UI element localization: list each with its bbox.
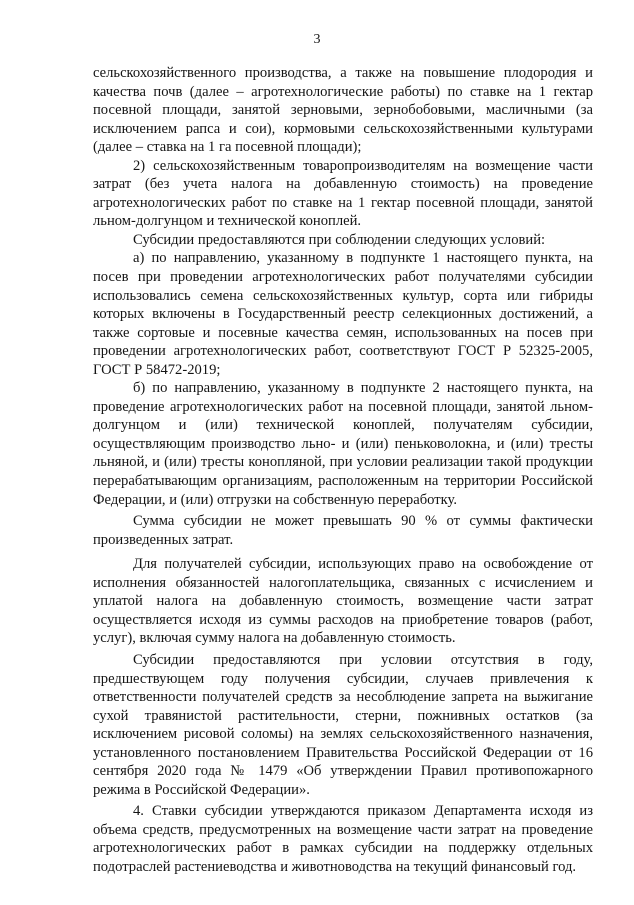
paragraph-fire-condition: Субсидии предоставляются при условии отсутствия в году, предшествующем году получения субсидии, случаев привлечения к ответственности получателей средств за несоблюдение запрета на выжигание сухой травянистой растительности, стерни, пожнивных остатков (за исключением рисовой соломы) на землях сельскохозяйственного назначения, установленного постановлением Правительства Российской Федерации от 16 сентября 2020 года № 1479 «Об утверждении Правил противопожарного режима в Российской Федерации». bbox=[93, 651, 593, 798]
paragraph-subitem-2: 2) сельскохозяйственным товаропроизводителям на возмещение части затрат (без учета налога на добавленную стоимость) на проведение агротехнологических работ по ставке на 1 гектар посевной площади, занятой льном-долгунцом и технической коноплей. bbox=[93, 157, 593, 230]
page-number: 3 bbox=[313, 32, 321, 47]
paragraph-conditions-intro: Субсидии предоставляются при соблюдении следующих условий: bbox=[133, 231, 546, 248]
document-body bbox=[93, 64, 593, 877]
paragraph-item-4: 4. Ставки субсидии утверждаются приказом Департамента исходя из объема средств, предусмотренных на возмещение части затрат на проведение агротехнологических работ в рамках субсидии на поддержку отдельных подотраслей растениеводства и животноводства на текущий финансовый год. bbox=[93, 803, 593, 875]
paragraph-condition-a: а) по направлению, указанному в подпункте 1 настоящего пункта, на посев при проведении агротехнологических работ получателями субсидии использовались семена сельскохозяйственных культур, сорта или гибриды которых включены в Государственный реестр селекционных достижений, а также сортовые и посевные качества семян, использованных на посев при проведении агротехнологических работ, соответствуют ГОСТ Р 52325-2005, ГОСТ Р 58472-2019; bbox=[93, 250, 593, 378]
paragraph-subsidy-limit: Сумма субсидии не может превышать 90 % от суммы фактически произведенных затрат. bbox=[93, 513, 593, 548]
paragraph-condition-b: б) по направлению, указанному в подпункте 2 настоящего пункта, на проведение агротехнологических работ на посевной площади, занятой льном-долгунцом и (или) технической коноплей, получателям субсидии, осуществляющим производство льно- и (или) пеньковолокна, и (или) тресты льняной, и (или) тресты конопляной, при условии реализации такой продукции перерабатывающим организациям, расположенным на территории Российской Федерации, и (или) отгрузки на собственную переработку. bbox=[93, 380, 593, 508]
paragraph-continuation: сельскохозяйственного производства, а также на повышение плодородия и качества почв (далее – агротехнологические работы) по ставке на 1 гектар посевной площади, занятой зерновыми, зернобобовыми, масличными (за исключением рапса и сои), кормовыми сельскохозяйственными культурами (далее – ставка на 1 га посевной площади); bbox=[93, 65, 593, 156]
paragraph-vat-exemption: Для получателей субсидии, использующих право на освобождение от исполнения обязанностей налогоплательщика, связанных с исчислением и уплатой налога на добавленную стоимость, возмещение части затрат осуществляется исходя из суммы расходов на приобретение товаров (работ, услуг), включая сумму налога на добавленную стоимость. bbox=[93, 556, 593, 647]
